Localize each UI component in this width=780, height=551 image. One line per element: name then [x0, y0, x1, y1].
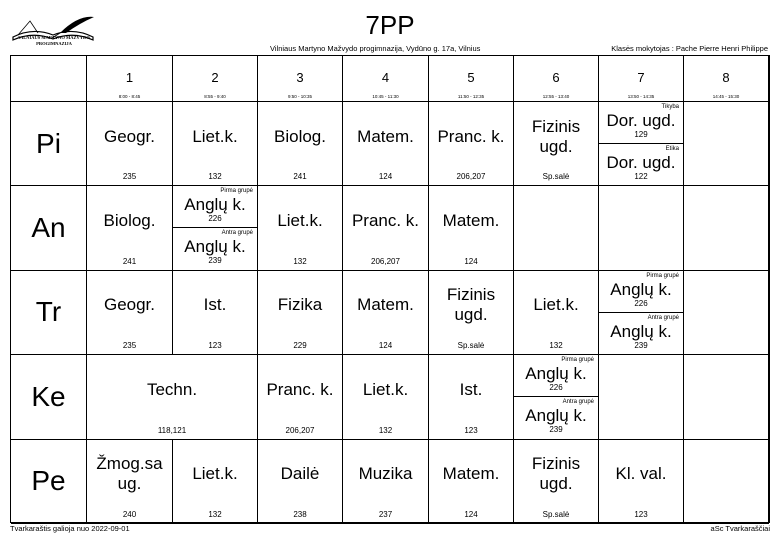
timetable-grid [10, 55, 770, 523]
lesson-subject: Dailė [280, 464, 320, 484]
group-lesson [173, 186, 257, 228]
period-header [684, 56, 769, 102]
lesson-room: 123 [208, 341, 222, 351]
lesson-subject: Dor. ugd. [606, 111, 676, 130]
period-time: 13:50 - 14:35 [627, 94, 655, 99]
lesson-subject: Fizinis ugd. [531, 116, 581, 156]
lesson-room: 226 [208, 214, 222, 224]
lesson-room: 241 [293, 172, 307, 182]
lesson-subject: Liet.k. [192, 464, 238, 484]
period-header [429, 56, 514, 102]
period-time: 14:45 - 15:30 [712, 94, 740, 99]
lesson-subject: Anglų k. [525, 364, 587, 384]
group-label: Tikyba [661, 104, 679, 110]
lesson-room: Sp.salė [542, 509, 570, 519]
class-teacher: Klasės mokytojas : Pache Pierre Henri Philippe [611, 44, 768, 53]
lesson-cell [514, 355, 599, 439]
lesson-cell [343, 440, 429, 524]
lesson-room: 124 [378, 341, 393, 351]
empty-cell [599, 355, 684, 439]
lesson-subject: Kl. val. [615, 464, 667, 484]
lesson-room: 132 [293, 256, 307, 266]
lesson-cell [87, 440, 173, 524]
empty-cell [684, 355, 769, 439]
lesson-subject: Techn. [146, 379, 198, 399]
lesson-cell [514, 271, 599, 355]
group-lesson [514, 355, 598, 397]
lesson-cell [258, 271, 343, 355]
lesson-subject: Muzika [358, 464, 413, 484]
period-number: 8 [722, 70, 730, 85]
lesson-subject: Matem. [357, 126, 414, 146]
period-number: 6 [552, 70, 560, 85]
empty-cell [684, 271, 769, 355]
lesson-subject: Fizika [277, 295, 323, 315]
period-time: 8:00 - 8:45 [118, 94, 141, 99]
period-header [87, 56, 173, 102]
class-title: 7PP [365, 10, 415, 40]
lesson-cell [514, 440, 599, 524]
lesson-cell [173, 271, 258, 355]
lesson-cell [599, 102, 684, 186]
period-number: 4 [381, 70, 390, 85]
lesson-subject: Anglų k. [610, 321, 672, 341]
lesson-cell [343, 186, 429, 270]
group-label: Antra grupė [647, 314, 679, 321]
period-header [343, 56, 429, 102]
group-label: Pirma grupė [220, 188, 253, 195]
lesson-room: 240 [122, 509, 137, 519]
lesson-cell [343, 102, 429, 186]
lesson-cell [429, 186, 514, 270]
lesson-room: 123 [634, 509, 648, 519]
lesson-room: 226 [549, 383, 563, 393]
group-lesson [599, 271, 683, 313]
logo-text: VILNIAUS MARTYNO MAŽVYDO PROGIMNAZIJA [18, 35, 90, 46]
period-number: 2 [211, 70, 219, 85]
lesson-room: 241 [122, 256, 137, 266]
lesson-subject: Liet.k. [533, 295, 579, 315]
period-time: 11:50 - 12:35 [457, 94, 485, 99]
lesson-room: 132 [549, 341, 563, 351]
lesson-subject: Fizinis ugd. [446, 285, 496, 325]
period-header [258, 56, 343, 102]
lesson-room: 238 [293, 509, 307, 519]
group-lesson [599, 313, 683, 354]
lesson-cell [429, 355, 514, 439]
corner-cell [11, 56, 87, 102]
group-lesson [173, 228, 257, 269]
lesson-room: 226 [634, 298, 648, 308]
lesson-cell [599, 271, 684, 355]
lesson-cell [87, 102, 173, 186]
lesson-room: 206,207 [285, 425, 315, 435]
lesson-subject: Geogr. [103, 295, 156, 315]
valid-from-note: Tvarkaraštis galioja nuo 2022-09-01 [10, 524, 130, 533]
lesson-cell [429, 440, 514, 524]
period-header [514, 56, 599, 102]
lesson-cell [258, 186, 343, 270]
period-time: 8:55 - 9:40 [204, 94, 226, 99]
lesson-room: 122 [634, 172, 648, 181]
day-header: Pi [11, 102, 87, 186]
lesson-subject: Anglų k. [184, 195, 246, 215]
lesson-cell [343, 271, 429, 355]
lesson-subject: Pranc. k. [437, 126, 505, 146]
group-label: Antra grupė [562, 399, 594, 406]
lesson-subject: Anglų k. [525, 406, 587, 426]
lesson-room: 129 [634, 130, 648, 139]
group-lesson [599, 144, 683, 185]
lesson-subject: Anglų k. [610, 279, 672, 299]
empty-cell [684, 440, 769, 524]
period-time: 9:50 - 10:35 [287, 94, 313, 99]
lesson-subject: Anglų k. [184, 237, 246, 257]
group-label: Pirma grupė [561, 357, 594, 364]
lesson-subject: Biolog. [274, 126, 326, 146]
lesson-subject: Pranc. k. [351, 211, 420, 231]
group-lesson [599, 102, 683, 144]
lesson-subject: Matem. [357, 295, 414, 315]
lesson-cell [258, 355, 343, 439]
lesson-room: 237 [378, 509, 393, 519]
period-number: 7 [637, 70, 645, 85]
lesson-cell [514, 102, 599, 186]
lesson-room: 235 [122, 341, 137, 351]
lesson-room: 124 [464, 509, 478, 519]
lesson-subject: Liet.k. [362, 379, 409, 399]
group-lesson [514, 397, 598, 438]
lesson-cell [429, 102, 514, 186]
lesson-subject: Liet.k. [277, 211, 323, 231]
lesson-room: 123 [464, 425, 478, 435]
lesson-room: 239 [549, 425, 563, 435]
lesson-subject: Ist. [459, 379, 483, 399]
lesson-cell [173, 186, 258, 270]
lesson-room: Sp.salė [457, 341, 485, 351]
lesson-cell [87, 186, 173, 270]
lesson-room: 239 [634, 340, 648, 350]
lesson-room: 124 [464, 256, 478, 266]
lesson-room: 206,207 [456, 172, 486, 182]
lesson-room: Sp.salė [542, 172, 570, 182]
period-time: 10:45 - 11:30 [372, 94, 399, 99]
lesson-subject: Dor. ugd. [606, 153, 676, 172]
day-header: Ke [11, 355, 87, 439]
lesson-room: 206,207 [371, 256, 400, 266]
lesson-room: 132 [208, 509, 222, 519]
lesson-cell [429, 271, 514, 355]
group-label: Etika [665, 146, 679, 152]
empty-cell [684, 186, 769, 270]
empty-cell [599, 186, 684, 270]
lesson-cell [599, 440, 684, 524]
empty-cell [514, 186, 599, 270]
lesson-subject: Pranc. k. [266, 379, 334, 399]
lesson-cell [258, 102, 343, 186]
lesson-cell [258, 440, 343, 524]
lesson-subject: Matem. [442, 211, 500, 231]
lesson-room: 235 [122, 172, 137, 182]
lesson-room: 239 [208, 256, 222, 266]
lesson-subject: Liet.k. [192, 126, 238, 146]
period-number: 3 [296, 70, 304, 85]
day-header: Pe [11, 440, 87, 524]
empty-cell [684, 102, 769, 186]
lesson-subject: Biolog. [103, 211, 156, 231]
lesson-subject: Matem. [442, 464, 500, 484]
lesson-subject: Žmog.sa ug. [96, 454, 163, 494]
lesson-cell [173, 440, 258, 524]
period-number: 5 [467, 70, 475, 85]
lesson-cell [173, 102, 258, 186]
lesson-subject: Ist. [203, 295, 227, 315]
lesson-room: 118,121 [157, 425, 187, 435]
day-header: An [11, 186, 87, 270]
lesson-cell [343, 355, 429, 439]
generator-credit: aSc Tvarkaraščiai [710, 524, 770, 533]
lesson-room: 132 [378, 425, 393, 435]
period-header [599, 56, 684, 102]
group-label: Antra grupė [221, 230, 253, 237]
day-header: Tr [11, 271, 87, 355]
school-address: Vilniaus Martyno Mažvydo progimnazija, Vydūno g. 17a, Vilnius [270, 44, 481, 53]
lesson-subject: Fizinis ugd. [531, 454, 581, 494]
period-time: 12:55 - 13:40 [542, 94, 570, 99]
group-label: Pirma grupė [646, 272, 679, 279]
lesson-room: 124 [378, 172, 393, 182]
lesson-cell [87, 355, 258, 439]
period-number: 1 [125, 70, 134, 85]
lesson-subject: Geogr. [103, 126, 156, 146]
lesson-cell [87, 271, 173, 355]
period-header [173, 56, 258, 102]
lesson-room: 229 [293, 341, 307, 351]
lesson-room: 132 [208, 172, 222, 182]
